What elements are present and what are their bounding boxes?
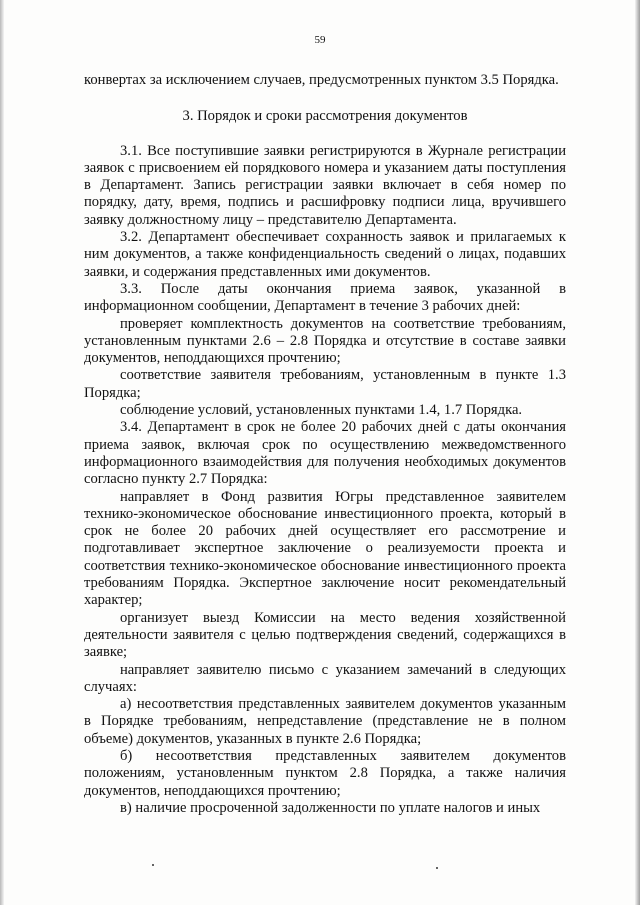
scan-speck — [436, 867, 438, 869]
scan-edge-left — [0, 0, 4, 905]
paragraph: 3.2. Департамент обеспечивает сохранность заявок и прилагаемых к ним документов, а также конфиденциальность сведений о лицах, подавших заявки, и содержания представленных ими документов. — [84, 229, 566, 280]
paragraph: в) наличие просроченной задолженности по уплате налогов и иных — [120, 799, 541, 816]
paragraph: б) несоответствия представленных заявителем документов положениям, установленным пунктом 2.8 Порядка, а также наличия документов, неподдающихся прочтению; — [84, 747, 566, 799]
paragraph: организует выезд Комиссии на место ведения хозяйственной деятельности заявителя с целью подтверждения сведений, содержащихся в заявке; — [84, 609, 566, 661]
paragraph: проверяет комплектность документов на соответствие требованиям, установленным пунктами 2.6 – 2.8 Порядка и отсутствие в составе заявки документов, неподдающихся прочтению; — [84, 315, 566, 367]
paragraph: а) несоответствия представленных заявителем документов указанным в Порядке требованиям, непредставление (представление не в полном объеме) документов, указанных в пункте 2.6 Порядка; — [84, 696, 566, 747]
paragraph: направляет в Фонд развития Югры представленное заявителем технико-экономическое обоснование инвестиционного проекта, который в срок не более 20 рабочих дней осуществляет его рассмотрение и подготавливает экспертное заключение о реализуемости проекта и соответствия технико-экономическое обоснование инвестиционного проекта требованиям Порядка. Экспертное заключение носит рекомендательный характер; — [84, 488, 566, 609]
paragraph: соответствие заявителя требованиям, установленным в пункте 1.3 Порядка; — [84, 367, 566, 401]
paragraph: конвертах за исключением случаев, предусмотренных пунктом 3.5 Порядка. — [84, 72, 559, 88]
paragraph: 3.4. Департамент в срок не более 20 рабочих дней с даты окончания приема заявок, включая срок по осуществлению межведомственного информационного взаимодействия для получения необходимых документов согласно пункту 2.7 Порядка: — [84, 419, 566, 488]
section-heading: 3. Порядок и сроки рассмотрения документов — [182, 108, 468, 125]
paragraph: 3.3. После даты окончания приема заявок, указанной в информационном сообщении, Департамент в течение 3 рабочих дней: — [84, 280, 566, 315]
scan-speck — [152, 864, 154, 866]
document-body — [84, 72, 566, 817]
paragraph: 3.1. Все поступившие заявки регистрируются в Журнале регистрации заявок с присвоением ей порядкового номера и указанием даты поступления в Департамент. Запись регистрации заявки включает в себя номер по порядку, дату, время, подпись и расшифровку подписи лица, вручившего заявку должностному лицу – представителю Департамента. — [84, 142, 566, 228]
page-number: 59 — [314, 34, 326, 46]
scan-specks — [0, 862, 640, 872]
scan-edge-right — [635, 0, 640, 905]
paragraph: направляет заявителю письмо с указанием замечаний в следующих случаях: — [84, 661, 566, 695]
paragraph: соблюдение условий, установленных пунктами 1.4, 1.7 Порядка. — [120, 402, 523, 419]
